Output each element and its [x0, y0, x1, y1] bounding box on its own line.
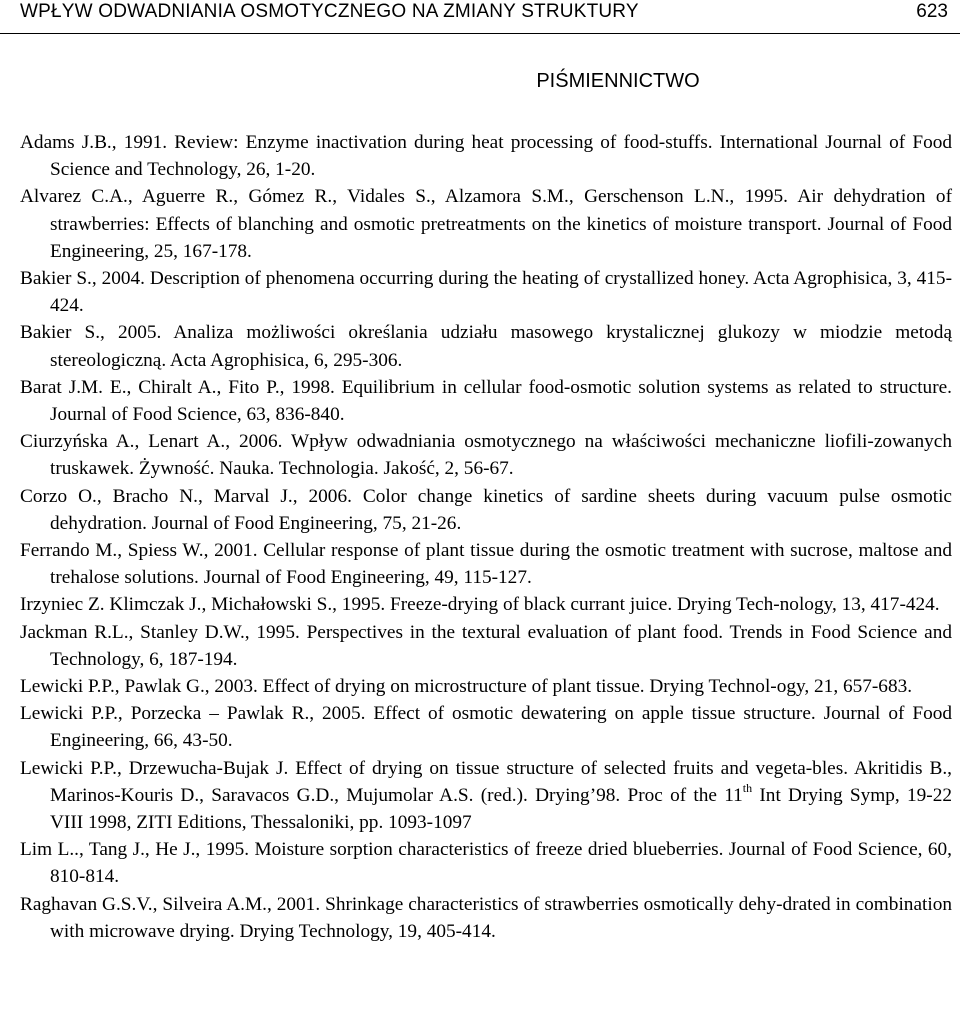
section-title — [0, 70, 960, 93]
reference-list — [20, 129, 952, 945]
reference-lewicki-2003: Lewicki P.P., Pawlak G., 2003. Effect of drying on microstructure of plant tissue. Drying Technol-ogy, 21, 657-683. — [20, 676, 913, 698]
reference-lewicki-2005: Lewicki P.P., Porzecka – Pawlak R., 2005. Effect of osmotic dewatering on apple tissue structure. Journal of Food Engineering, 66, 43-50. — [20, 703, 952, 752]
header-rule — [0, 33, 960, 34]
reference-text: Lewicki P.P., Drzewucha-Bujak J. Effect of drying on tissue structure of selected fruits and vegeta-bles. Akritidis B., Marinos-Kouris D., Saravacos G.D., Mujumolar A.S. (red.). Drying’98. Proc of the 11 — [20, 757, 952, 806]
reference-raghavan-2001: Raghavan G.S.V., Silveira A.M., 2001. Shrinkage characteristics of strawberries osmotically dehy-drated in combination with microwave drying. Drying Technology, 19, 405-414. — [20, 893, 952, 942]
reference-text-cont: Int Drying Symp, 19-22 VIII 1998, ZITI Editions, Thessaloniki, pp. 1093-1097 — [50, 784, 952, 834]
page-header — [0, 0, 960, 34]
reference-ferrando-2001: Ferrando M., Spiess W., 2001. Cellular response of plant tissue during the osmotic treatment with sucrose, maltose and trehalose solutions. Journal of Food Engineering, 49, 115-127. — [20, 540, 952, 589]
reference-bakier-2004: Bakier S., 2004. Description of phenomena occurring during the heating of crystallized honey. Acta Agrophisica, 3, 415-424. — [20, 268, 952, 317]
reference-adams-1991: Adams J.B., 1991. Review: Enzyme inactivation during heat processing of food-stuffs. International Journal of Food Science and Technology, 26, 1-20. — [20, 132, 952, 181]
section-title-text: PIŚMIENNICTWO — [536, 70, 700, 92]
reference-bakier-2005: Bakier S., 2005. Analiza możliwości określania udziału masowego krystalicznej glukozy w miodzie metodą stereologiczną. Acta Agrophisica, 6, 295-306. — [20, 322, 952, 371]
reference-irzyniec-1995: Irzyniec Z. Klimczak J., Michałowski S., 1995. Freeze-drying of black currant juice. Drying Tech-nology, 13, 417-424. — [20, 594, 940, 616]
reference-barat-1998: Barat J.M. E., Chiralt A., Fito P., 1998. Equilibrium in cellular food-osmotic solution systems as related to structure. Journal of Food Science, 63, 836-840. — [20, 376, 952, 426]
reference-jackman-1995: Jackman R.L., Stanley D.W., 1995. Perspectives in the textural evaluation of plant food. Trends in Food Science and Technology, 6, 187-194. — [20, 621, 952, 670]
page-number: 623 — [916, 1, 948, 22]
superscript-th: th — [742, 780, 753, 795]
reference-ciurzynska-2006: Ciurzyńska A., Lenart A., 2006. Wpływ odwadniania osmotycznego na właściwości mechaniczne liofili-zowanych truskawek. Żywność. Nauka. Technologia. Jakość, 2, 56-67. — [20, 431, 952, 480]
reference-lim-1995: Lim L.., Tang J., He J., 1995. Moisture sorption characteristics of freeze dried blueberries. Journal of Food Science, 60, 810-814. — [20, 839, 952, 888]
reference-lewicki-drzewucha — [20, 755, 952, 837]
running-title: WPŁYW ODWADNIANIA OSMOTYCZNEGO NA ZMIANY STRUKTURY — [20, 1, 639, 22]
reference-alvarez-1995: Alvarez C.A., Aguerre R., Gómez R., Vidales S., Alzamora S.M., Gerschenson L.N., 1995. Air dehydration of strawberries: Effects of blanching and osmotic pretreatments on the kinetics of moisture transport. Journal of Food Engineering, 25, 167-178. — [20, 186, 952, 262]
reference-corzo-2006: Corzo O., Bracho N., Marval J., 2006. Color change kinetics of sardine sheets during vacuum pulse osmotic dehydration. Journal of Food Engineering, 75, 21-26. — [20, 485, 952, 534]
